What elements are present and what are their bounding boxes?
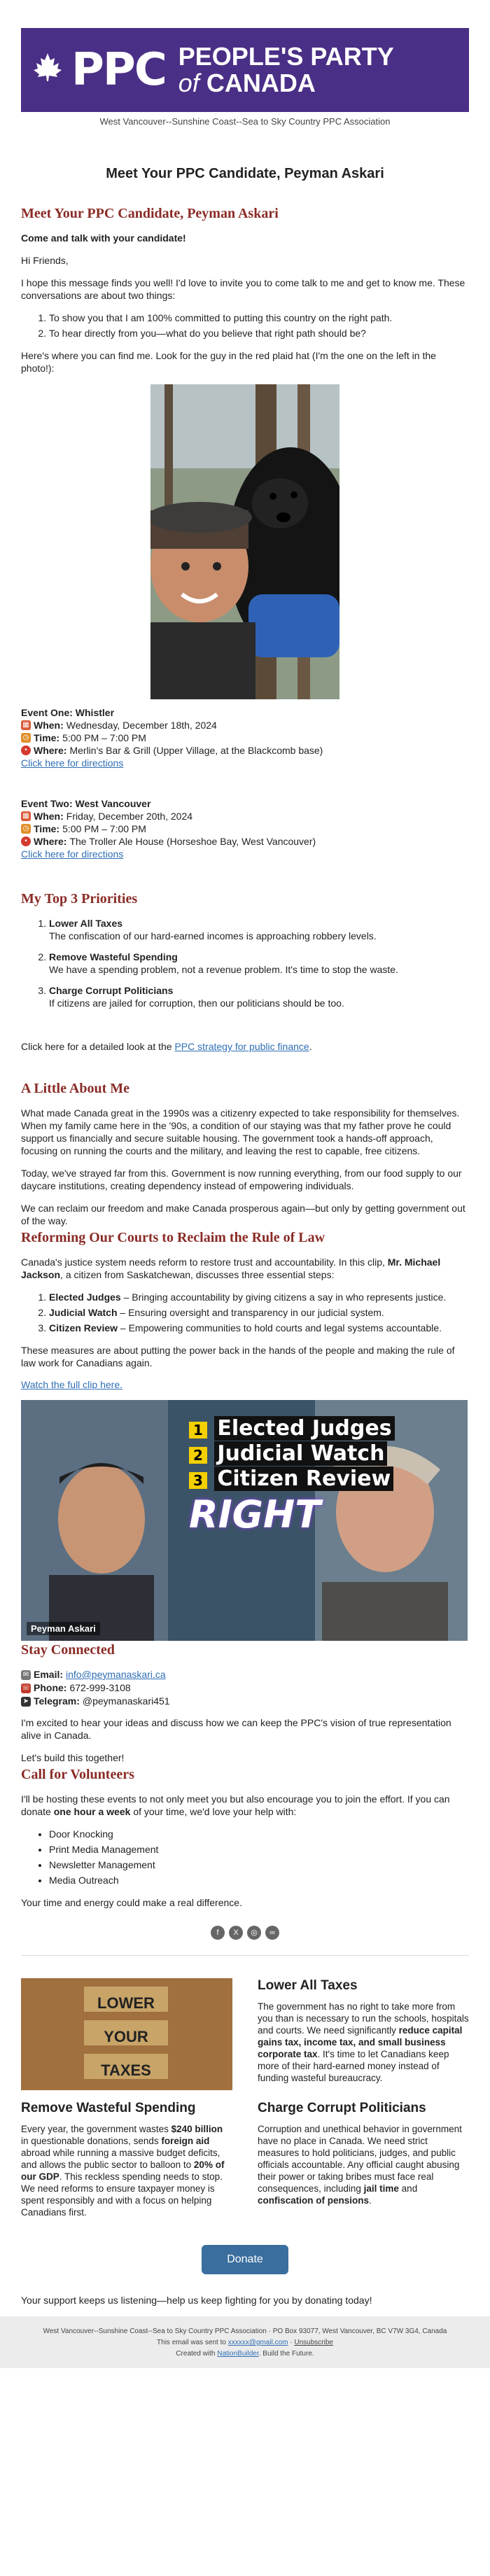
calendar-icon: ▦: [21, 720, 31, 730]
map-pin-icon: •: [21, 836, 31, 846]
candidate-photo: [150, 384, 340, 699]
association-name: West Vancouver--Sunshine Coast--Sea to Sky Country PPC Association: [99, 116, 391, 127]
list-item: 3. Citizen Review – Empowering communities to hold courts and legal systems accountable.: [49, 1322, 469, 1334]
reform-intro: Canada's justice system needs reform to restore trust and accountability. In this clip, Mr. Michael Jackson, a citizen from Saskatchewan, discusses three essential steps:: [21, 1256, 441, 1280]
email-icon: ✉: [21, 1670, 31, 1680]
instagram-icon[interactable]: ◎: [247, 1926, 261, 1940]
card-corrupt-politicians: Charge Corrupt Politicians Corruption and unethical behavior in government have no place in Canada. We need strict measures to hold politicians, judges, and public officials accountable. Any official caught abusing their power or taking bribes must face real consequences, including jail time and confiscation of pensions.: [258, 2101, 462, 2206]
unsubscribe-link[interactable]: Unsubscribe: [294, 2339, 333, 2346]
list-item: 1. To show you that I am 100% committed to putting this country on the right path.: [49, 312, 469, 324]
intro-list: [21, 312, 469, 340]
ppc-banner: [21, 28, 469, 112]
list-item: 2. Judicial Watch – Ensuring oversight and transparency in our judicial system.: [49, 1306, 469, 1319]
footer: West Vancouver--Sunshine Coast--Sea to Sky Country PPC Association · PO Box 93077, West Vancouver, BC V7W 3G4, Canada This email was sent to xxxxxx@gmail.com · Unsubscribe Created with NationBuilder. Build the Future.: [0, 2316, 490, 2368]
list-item: 1. Elected Judges – Bringing accountability by giving citizens a say in who represents justice.: [49, 1291, 469, 1303]
strategy-text: Click here for a detailed look at the PPC strategy for public finance.: [21, 1041, 312, 1052]
nationbuilder-link[interactable]: NationBuilder: [217, 2350, 259, 2358]
email-link[interactable]: info@peymanaskari.ca: [66, 1669, 166, 1680]
video-clip[interactable]: [21, 1400, 468, 1641]
contact-info: ✉ Email: info@peymanaskari.ca ☏ Phone: 672-999-3108 ➤ Telegram: @peymanaskari451: [21, 1669, 170, 1707]
card-wasteful-spending: Remove Wasteful Spending Every year, the government wastes $240 billion in questionable donations, sends foreign aid abroad while running a massive budget deficits, and allows the public sector to balloon to 20% of our GDP. This reckless spending needs to stop. We need reforms to ensure taxpayer money is spent responsibly and with a focus on helping Canadians first.: [21, 2101, 225, 2218]
ppc-logo-letters: PPC: [71, 44, 166, 96]
about-paragraph: What made Canada great in the 1990s was a citizenry expected to take responsibility for themselves. When my family came here in the '90s, a condition of our staying was that my father prove he could support us financially and secure suitable housing. The government took a hands-off approach, focusing on running the courts and the military, and leaving the rest to capable, free citizens.: [21, 1107, 460, 1156]
video-name-tag: Peyman Askari: [27, 1622, 100, 1635]
intro-body: I hope this message finds you well! I'd love to invite you to come talk to me and get to know me. These conversations are about two things:: [21, 277, 465, 301]
list-item: 2. To hear directly from you—what do you believe that right path should be?: [49, 327, 469, 340]
connected-heading: Stay Connected: [21, 1642, 115, 1658]
priorities-heading: My Top 3 Priorities: [21, 891, 138, 906]
calendar-icon: ▦: [21, 811, 31, 821]
telegram-icon: ➤: [21, 1697, 31, 1707]
reform-summary: These measures are about putting the power back in the hands of the people and making the rule of law work for Canadians again.: [21, 1345, 455, 1368]
donate-button[interactable]: Donate: [202, 2245, 288, 2274]
list-item: • Media Outreach: [49, 1874, 469, 1886]
about-paragraph: We can reclaim our freedom and make Canada prosperous again—but only by getting government out of the way.: [21, 1203, 465, 1226]
event-west-vancouver: Event Two: West Vancouver ▦ When: Friday, December 20th, 2024 ◷ Time: 5:00 PM – 7:00 PM • Where: The Troller Ale House (Horseshoe Bay, West Vancouver) Click here for directions: [21, 797, 469, 860]
reform-list: [21, 1291, 469, 1334]
greeting: Hi Friends,: [21, 255, 69, 266]
volunteers-heading: Call for Volunteers: [21, 1767, 134, 1782]
directions-link[interactable]: Click here for directions: [21, 848, 124, 860]
x-icon[interactable]: X: [229, 1926, 243, 1940]
support-text: Your support keeps us listening—help us keep fighting for you by donating today!: [21, 2295, 372, 2306]
list-item: 3. Charge Corrupt Politicians If citizens are jailed for corruption, then our politicians should be too.: [49, 984, 469, 1009]
maple-leaf-icon: [32, 52, 63, 83]
intro-heading: Meet Your PPC Candidate, Peyman Askari: [21, 206, 279, 221]
event-whistler: Event One: Whistler ▦ When: Wednesday, December 18th, 2024 ◷ Time: 5:00 PM – 7:00 PM • Where: Merlin's Bar & Grill (Upper Village, at the Blackcomb base) Click here for directions: [21, 706, 469, 769]
link-icon[interactable]: ∞: [265, 1926, 279, 1940]
list-item: • Newsletter Management: [49, 1858, 469, 1871]
video-overlay: 1 Elected Judges 2 Judicial Watch 3 Citizen Review RIGHT: [189, 1417, 395, 1537]
facebook-icon[interactable]: f: [211, 1926, 225, 1940]
card-taxes-image: LOWER YOUR TAXES: [21, 1978, 232, 2090]
party-name: PEOPLE'S PARTY of CANADA: [178, 42, 394, 97]
about-paragraph: Today, we've strayed far from this. Government is now running everything, from our food supply to our daycare institutions, creating dependency instead of empowering individuals.: [21, 1168, 462, 1191]
priority-cards: [21, 1971, 469, 2228]
strategy-link[interactable]: PPC strategy for public finance: [174, 1041, 309, 1052]
about-heading: A Little About Me: [21, 1081, 130, 1096]
volunteer-list: [21, 1828, 469, 1886]
connected-paragraph: Let's build this together!: [21, 1752, 125, 1763]
recipient-email-link[interactable]: xxxxxx@gmail.com: [227, 2339, 288, 2346]
event-title: Event One: Whistler: [21, 707, 115, 718]
volunteers-intro: I'll be hosting these events to not only meet you but also encourage you to join the effort. If you can donate one hour a week of your time, we'd love your help with:: [21, 1793, 450, 1817]
clip-link[interactable]: Watch the full clip here.: [21, 1379, 122, 1390]
intro-subheading: Come and talk with your candidate!: [21, 232, 186, 244]
directions-link[interactable]: Click here for directions: [21, 757, 124, 769]
priorities-list: [21, 917, 469, 1009]
card-lower-taxes: Lower All Taxes The government has no right to take more from you than is necessary to run the schools, hospitals and courts. We need significantly reduce capital gains tax, income tax, and small business corporate tax. It's time to let Canadians keep more of their hard-earned money instead of funding wasteful bureaucracy.: [258, 1978, 469, 2083]
clock-icon: ◷: [21, 733, 31, 743]
connected-paragraph: I'm excited to hear your ideas and discuss how we can keep the PPC's vision of true representation alive in Canada.: [21, 1717, 451, 1741]
phone-icon: ☏: [21, 1684, 31, 1692]
map-pin-icon: •: [21, 746, 31, 755]
newsletter: [21, 28, 469, 2368]
clock-icon: ◷: [21, 824, 31, 834]
volunteers-closing: Your time and energy could make a real difference.: [21, 1897, 242, 1908]
list-item: • Door Knocking: [49, 1828, 469, 1840]
reform-heading: Reforming Our Courts to Reclaim the Rule of Law: [21, 1230, 326, 1245]
page-title: Meet Your PPC Candidate, Peyman Askari: [106, 166, 384, 181]
list-item: • Print Media Management: [49, 1843, 469, 1856]
event-title: Event Two: West Vancouver: [21, 798, 151, 809]
find-me-text: Here's where you can find me. Look for the guy in the red plaid hat (I'm the one on the left in the photo!):: [21, 350, 436, 374]
list-item: 1. Lower All Taxes The confiscation of our hard-earned incomes is approaching robbery levels.: [49, 917, 469, 942]
social-links: [21, 1926, 469, 1940]
list-item: 2. Remove Wasteful Spending We have a spending problem, not a revenue problem. It's time to stop the waste.: [49, 951, 469, 976]
divider: [21, 1955, 469, 1956]
